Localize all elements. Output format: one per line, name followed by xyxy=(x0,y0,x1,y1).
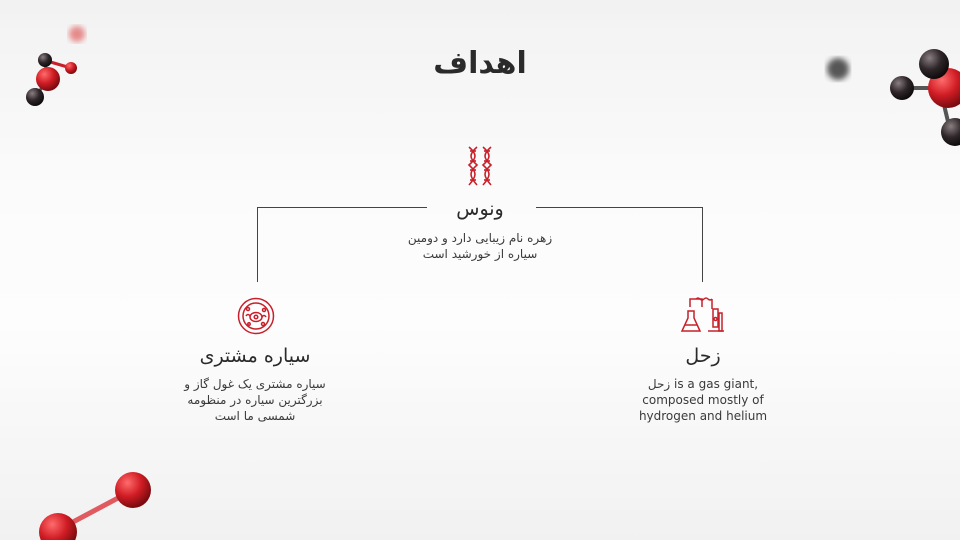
left-desc-line-2: بزرگترین سیاره در منظومه xyxy=(187,393,323,407)
connector-right-vertical xyxy=(702,207,703,282)
left-node-title: سیاره مشتری xyxy=(199,345,311,367)
connector-left-vertical xyxy=(257,207,258,282)
left-desc-line-3: شمسی ما است xyxy=(214,409,296,423)
molecule-top-left-decoration xyxy=(0,0,120,120)
center-desc-line-1: زهره نام زیبایی دارد و دومین xyxy=(407,231,553,245)
right-desc-line-1: زحل is a gas giant, xyxy=(647,377,759,391)
right-desc-line-2: composed mostly of xyxy=(642,393,764,407)
connector-top-right xyxy=(536,207,702,208)
left-node-description xyxy=(170,376,340,424)
right-desc-line-3: hydrogen and helium xyxy=(638,409,768,423)
left-desc-line-1: سیاره مشتری یک غول گاز و xyxy=(184,377,326,391)
slide-title: اهداف xyxy=(433,46,527,81)
right-node-description xyxy=(610,376,796,424)
lab-equipment-icon xyxy=(682,297,726,335)
right-node-title: زحل xyxy=(685,345,721,367)
molecule-bottom-left-decoration xyxy=(0,460,170,540)
center-node-title: ونوس xyxy=(456,198,504,220)
cell-icon xyxy=(237,297,275,335)
dna-icon xyxy=(466,145,494,187)
molecule-top-right-decoration xyxy=(810,30,960,160)
center-node-description xyxy=(380,230,580,262)
center-desc-line-2: سیاره از خورشید است xyxy=(422,247,538,261)
